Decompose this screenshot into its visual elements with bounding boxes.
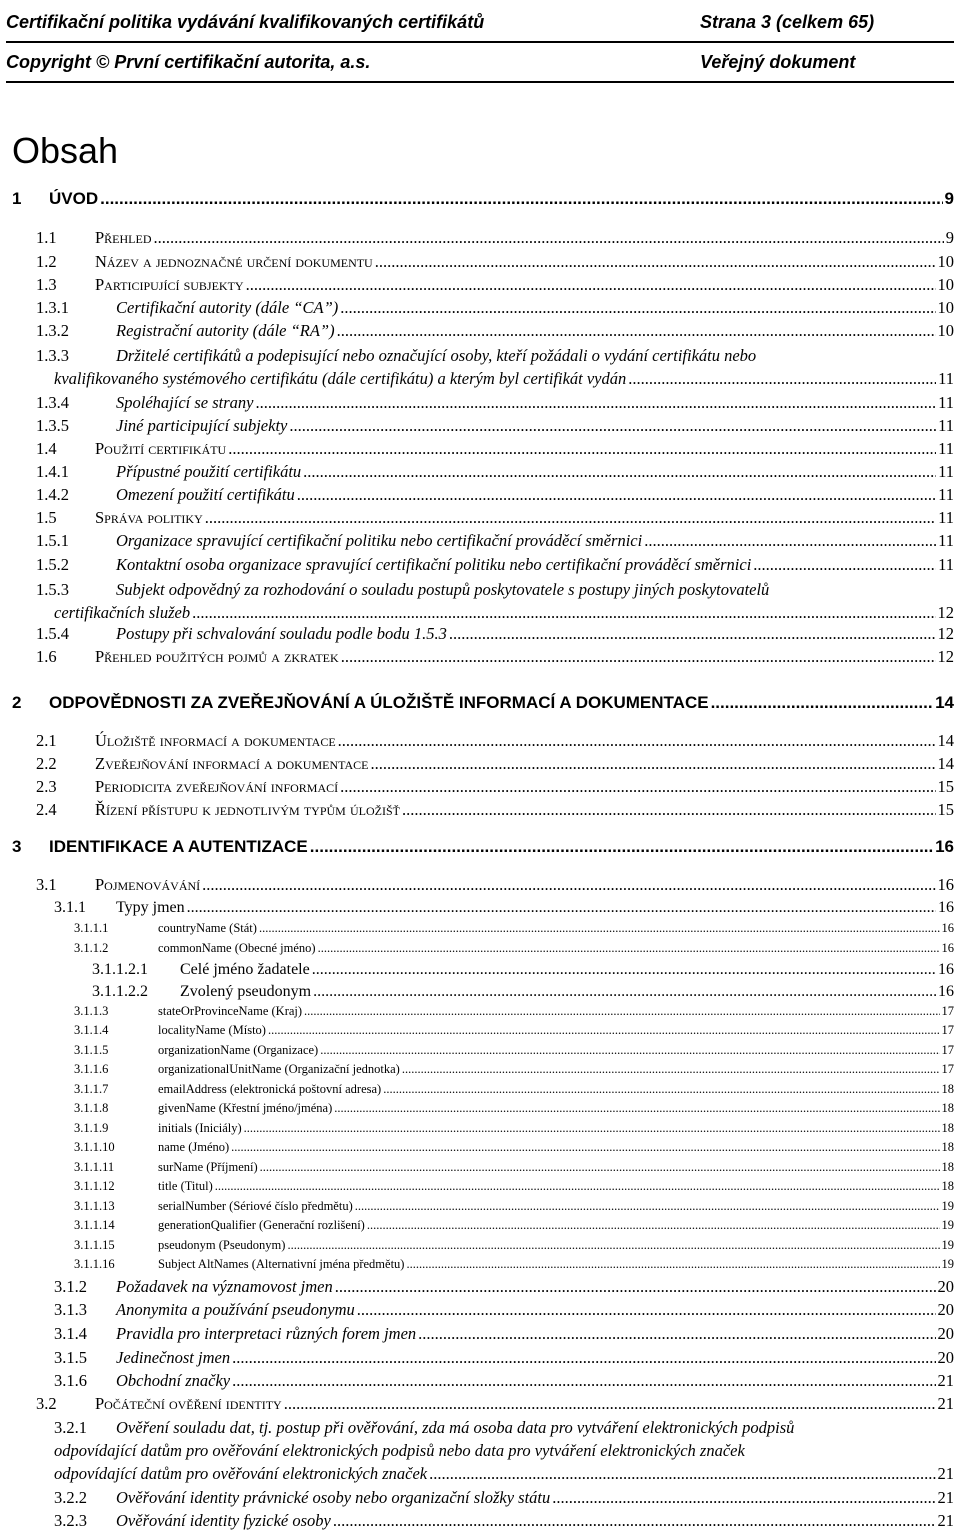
toc-number: 1.5.3 [36,580,69,599]
toc-label: generationQualifier (Generační rozlišení) [158,1218,365,1232]
toc-entry[interactable] [36,531,954,551]
toc-number: 3.1.1.9 [74,1121,109,1135]
dot-leader [333,1511,936,1531]
classification: Veřejný dokument [700,52,856,72]
toc-page: 20 [937,1277,954,1296]
toc-entry[interactable] [54,1324,954,1344]
toc-page: 11 [938,369,954,388]
dot-leader [338,731,936,751]
dot-leader [628,367,936,390]
toc-entry[interactable] [54,1416,954,1485]
toc-label: Periodicita zveřejňování informací [95,777,339,796]
toc-number: 3.2.2 [54,1488,87,1507]
toc-label: Přehled [95,228,152,247]
toc-label: Typy jmen [116,899,185,916]
toc-page: 15 [937,777,954,796]
toc-number: 3.1.1.3 [74,1004,109,1018]
toc-label: name (Jméno) [158,1140,230,1154]
toc-number: 1.6 [36,647,57,666]
toc-page: 10 [937,298,954,317]
toc-page: 16 [938,983,954,1000]
dot-leader [318,941,940,956]
dot-leader [232,1348,935,1368]
toc-label: Zvolený pseudonym [180,983,312,1000]
toc-label: Ověření souladu dat, tj. postup při ověřování, zda má osoba data pro vytváření elektronických podpisů [116,1418,795,1437]
toc-page: 16 [937,875,954,894]
toc-page: 10 [937,321,954,340]
toc-number: 3.1.1.5 [74,1043,109,1057]
toc-entry[interactable] [36,416,954,436]
toc-entry[interactable] [54,1511,954,1531]
toc-page: 18 [941,1082,954,1096]
toc-entry[interactable] [36,321,954,341]
dot-leader [312,961,936,979]
dot-leader [406,1257,939,1272]
toc-entry[interactable] [74,1199,954,1214]
toc-entry[interactable] [92,961,954,979]
toc-number: 3.1.2 [54,1277,87,1296]
toc-page: 16 [938,899,954,916]
toc-entry[interactable] [36,393,954,413]
toc-page: 16 [941,921,954,935]
toc-number: 1.4 [36,439,57,458]
dot-leader [552,1488,935,1508]
toc-label: Držitelé certifikátů a podepisující nebo označující osoby, kteří požádali o vydání certifikátu nebo [116,346,757,365]
toc-entry[interactable] [36,462,954,482]
toc-page: 18 [941,1179,954,1193]
dot-leader [284,1394,936,1414]
toc-number: 3.1.1.1 [74,921,109,935]
header-divider [6,81,954,83]
toc-entry[interactable] [54,1300,954,1320]
toc-page: 14 [935,693,954,712]
toc-page: 21 [937,1394,954,1413]
toc-entry[interactable] [36,731,954,751]
dot-leader [418,1324,935,1344]
toc-page: 18 [941,1140,954,1154]
toc-number: 3.1.1.11 [74,1160,115,1174]
toc-number: 1.4.1 [36,462,69,481]
toc-entry[interactable] [36,228,954,248]
toc-page: 18 [941,1121,954,1135]
dot-leader [313,983,936,1001]
toc-label: certifikačních služeb [54,603,191,622]
toc-label: pseudonym (Pseudonym) [158,1238,286,1252]
toc-page: 19 [941,1218,954,1232]
toc-label: Kontaktní osoba organizace spravující certifikační politiku nebo certifikační prováděcí směrnici [116,555,752,574]
dot-leader [287,1238,939,1253]
dot-leader [228,439,936,459]
toc-page: 9 [945,228,954,247]
toc-page: 17 [941,1043,954,1057]
toc-label: title (Titul) [158,1179,213,1193]
toc-label: Pravidla pro interpretaci různých forem jmen [116,1324,417,1343]
toc-number: 3.1.1.15 [74,1238,115,1252]
dot-leader [255,393,936,413]
toc-entry[interactable] [74,1062,954,1077]
toc-number: 3.2.1 [54,1418,87,1437]
dot-leader [268,1023,940,1038]
dot-leader [355,1199,940,1214]
toc-label: Anonymita a používání pseudonymu [116,1300,355,1319]
dot-leader [371,754,936,774]
toc-page: 16 [935,837,954,856]
toc-entry[interactable] [36,298,954,318]
toc-entry[interactable] [92,983,954,1001]
toc-page: 11 [938,531,954,550]
toc-page: 18 [941,1160,954,1174]
toc-entry[interactable] [36,1394,954,1414]
toc-page: 19 [941,1257,954,1271]
dot-leader [289,416,936,436]
toc-label: kvalifikovaného systémového certifikátu (dále certifikátu) a kterým byl certifikát vydán [54,369,627,388]
toc-number: 1.3.4 [36,393,69,412]
toc-entry[interactable] [74,941,954,956]
toc-number: 1.3 [36,275,57,294]
toc-entry[interactable] [74,1257,954,1272]
toc-label: Participující subjekty [95,275,244,294]
toc-number: 1.3.1 [36,298,69,317]
toc-page: 21 [937,1371,954,1390]
toc-label: Omezení použití certifikátu [116,485,295,504]
toc-page: 14 [937,754,954,773]
toc-entry[interactable] [54,1277,954,1297]
toc-number: 1.3.5 [36,416,69,435]
toc-page: 10 [937,275,954,294]
toc-number: 3.1.1.13 [74,1199,115,1213]
toc-number: 3.1.1.14 [74,1218,115,1232]
toc-page: 17 [941,1023,954,1037]
toc-page: 17 [941,1062,954,1076]
toc-page: 12 [937,647,954,666]
toc-entry[interactable] [36,777,954,797]
dot-leader [297,485,936,505]
toc-entry[interactable] [74,1023,954,1038]
dot-leader [753,555,936,575]
toc-number: 3.1.1.2.1 [92,961,148,978]
dot-leader [335,1277,936,1297]
toc-number: 3.1.1.4 [74,1023,109,1037]
toc-number: 1.5 [36,508,57,527]
toc-label: Správa politiky [95,508,203,527]
toc-page: 11 [938,393,954,412]
toc-label: serialNumber (Sériové číslo předmětu) [158,1199,353,1213]
toc-entry[interactable] [36,485,954,505]
toc-page: 20 [937,1348,954,1367]
dot-leader [259,921,940,936]
toc-label: Přípustné použití certifikátu [116,462,302,481]
dot-leader [304,1004,939,1019]
toc-entry[interactable] [74,1101,954,1116]
toc-number: 2.2 [36,754,57,773]
dot-leader [246,275,936,295]
dot-leader [260,1160,940,1175]
dot-leader [303,462,936,482]
toc-label: Ověřování identity fyzické osoby [116,1511,331,1530]
toc-number: 2 [12,693,22,712]
toc-number: 1 [12,189,22,208]
toc-label: stateOrProvinceName (Kraj) [158,1004,303,1018]
toc-number: 3.1 [36,875,57,894]
toc-page: 15 [937,800,954,819]
toc-entry[interactable] [74,1160,954,1175]
toc-number: 3.1.1.10 [74,1140,115,1154]
toc-number: 2.4 [36,800,57,819]
dot-leader [231,1140,939,1155]
dot-leader [402,1062,940,1077]
toc-label: emailAddress (elektronická poštovní adresa) [158,1082,382,1096]
toc-page: 17 [941,1004,954,1018]
toc-page: 20 [937,1324,954,1343]
toc-number: 3.1.1 [54,899,86,916]
toc-number: 1.2 [36,252,57,271]
toc-number: 3.1.1.2.2 [92,983,148,1000]
toc-page: 11 [938,508,954,527]
dot-leader [310,837,933,857]
toc-label: Požadavek na významovost jmen [116,1277,333,1296]
toc-page: 10 [937,252,954,271]
dot-leader [357,1300,936,1320]
dot-leader [334,1101,939,1116]
dot-leader [375,252,936,272]
toc-number: 3.2.3 [54,1511,87,1530]
toc-label: Přehled použitých pojmů a zkratek [95,647,339,666]
toc-entry[interactable] [36,624,954,644]
dot-leader [367,1218,940,1233]
toc-label: countryName (Stát) [158,921,257,935]
dot-leader [205,508,936,528]
toc-label: Subjekt odpovědný za rozhodování o souladu postupů poskytovatele s postupy jiných poskytovatelů [116,580,770,599]
toc-label: Celé jméno žadatele [180,961,310,978]
dot-leader [187,899,936,917]
toc-entry[interactable] [74,1082,954,1097]
page-info: Strana 3 (celkem 65) [700,12,875,32]
toc-label: organizationName (Organizace) [158,1043,319,1057]
copyright-notice: Copyright © První certifikační autorita, a.s. [6,52,371,72]
toc-page: 21 [937,1464,954,1483]
document-title: Certifikační politika vydávání kvalifikovaných certifikátů [6,12,485,32]
toc-label: Certifikační autority (dále “CA”) [116,298,339,317]
toc-label: Počáteční ověření identity [95,1394,282,1413]
toc-entry[interactable] [36,800,954,820]
toc-label: surName (Příjmení) [158,1160,258,1174]
toc-number: 1.3.2 [36,321,69,340]
toc-entry[interactable] [74,921,954,936]
toc-number: 1.5.2 [36,555,69,574]
toc-number: 3 [12,837,22,856]
toc-number: 3.1.1.7 [74,1082,109,1096]
toc-entry[interactable] [54,1488,954,1508]
toc-entry[interactable] [74,1140,954,1155]
toc-page: 14 [937,731,954,750]
toc-entry[interactable] [74,1043,954,1058]
toc-label: Pojmenovávání [95,875,201,894]
toc-entry[interactable] [36,555,954,575]
toc-number: 3.1.6 [54,1371,87,1390]
toc-entry[interactable] [54,1348,954,1368]
toc-number: 3.1.1.8 [74,1101,109,1115]
toc-number: 2.3 [36,777,57,796]
dot-leader [402,800,936,820]
toc-entry[interactable] [36,508,954,528]
dot-leader [192,601,935,624]
toc-page: 11 [938,485,954,504]
toc-entry[interactable] [12,693,954,713]
toc-number: 3.1.1.6 [74,1062,109,1076]
toc-entry[interactable] [36,754,954,774]
toc-number: 3.1.5 [54,1348,87,1367]
toc-label: Řízení přístupu k jednotlivým typům úložišť [95,800,400,819]
toc-label: Název a jednoznačné určení dokumentu [95,252,373,271]
toc-label: Zveřejňování informací a dokumentace [95,754,369,773]
toc-label: Úložiště informací a dokumentace [95,731,336,750]
toc-page: 11 [938,439,954,458]
dot-leader [711,693,934,713]
dot-leader [340,777,935,797]
toc-number: 3.1.3 [54,1300,87,1319]
dot-leader [244,1121,940,1136]
toc-page: 19 [941,1199,954,1213]
toc-label: ÚVOD [49,189,99,208]
toc-number: 1.4.2 [36,485,69,504]
toc-number: 3.1.1.12 [74,1179,115,1193]
toc-entry[interactable] [54,1371,954,1391]
toc-label: organizationalUnitName (Organizační jednotka) [158,1062,400,1076]
toc-page: 11 [938,416,954,435]
toc-label: Spoléhající se strany [116,393,254,412]
page-header [6,0,954,84]
toc-entry[interactable] [36,647,954,667]
toc-label: ODPOVĚDNOSTI ZA ZVEŘEJŇOVÁNÍ A ÚLOŽIŠTĚ INFORMACÍ A DOKUMENTACE [49,693,709,712]
toc-page: 11 [938,555,954,574]
toc-number: 2.1 [36,731,57,750]
dot-leader [232,1371,935,1391]
toc-entry[interactable] [74,1121,954,1136]
toc-number: 1.1 [36,228,57,247]
dot-leader [202,875,935,895]
header-divider [6,41,954,43]
toc-entry[interactable] [74,1218,954,1233]
toc-page: 11 [938,462,954,481]
toc-label: Ověřování identity právnické osoby nebo organizační složky státu [116,1488,551,1507]
toc-label: Jedinečnost jmen [116,1348,231,1367]
toc-label: Použití certifikátu [95,439,227,458]
dot-leader [341,647,936,667]
toc-page: 16 [941,941,954,955]
toc-page: 9 [944,189,954,208]
toc-number: 1.3.3 [36,346,69,365]
toc-label: odpovídající datům pro ověřování elektronických podpisů nebo data pro vytváření elektronických značek [54,1441,745,1460]
toc-page: 21 [937,1511,954,1530]
toc-label: commonName (Obecné jméno) [158,941,316,955]
dot-leader [429,1462,935,1485]
toc-page: 12 [937,603,954,622]
toc-entry[interactable] [74,1179,954,1194]
dot-leader [215,1179,940,1194]
toc-label: odpovídající datům pro ověřování elektronických značek [54,1464,428,1483]
toc-label: Subject AltNames (Alternativní jména předmětu) [158,1257,405,1271]
dot-leader [340,298,935,318]
toc-entry[interactable] [36,578,954,624]
toc-label: Obchodní značky [116,1371,231,1390]
toc-page: 18 [941,1101,954,1115]
toc-page: 16 [938,961,954,978]
dot-leader [320,1043,939,1058]
toc-entry[interactable] [36,275,954,295]
toc-entry[interactable] [74,1238,954,1253]
toc-number: 1.5.4 [36,624,69,643]
toc-number: 3.2 [36,1394,57,1413]
toc-label: IDENTIFIKACE A AUTENTIZACE [49,837,308,856]
dot-leader [100,189,942,209]
dot-leader [337,321,936,341]
toc-title: Obsah [12,130,119,171]
dot-leader [644,531,936,551]
toc-label: localityName (Místo) [158,1023,266,1037]
toc-entry[interactable] [74,1004,954,1019]
toc-entry[interactable] [12,189,954,209]
toc-entry[interactable] [12,837,954,857]
toc-page: 21 [937,1488,954,1507]
dot-leader [383,1082,939,1097]
toc-entry[interactable] [36,875,954,895]
toc-entry[interactable] [54,899,954,917]
toc-number: 3.1.1.16 [74,1257,115,1271]
dot-leader [154,228,944,248]
dot-leader [449,624,936,644]
toc-entry[interactable] [36,439,954,459]
toc-label: initials (Iniciály) [158,1121,242,1135]
toc-label: Organizace spravující certifikační politiku nebo certifikační prováděcí směrnici [116,531,643,550]
toc-number: 3.1.1.2 [74,941,109,955]
toc-label: Jiné participující subjekty [116,416,288,435]
toc-page: 12 [937,624,954,643]
toc-page: 20 [937,1300,954,1319]
toc-label: givenName (Křestní jméno/jména) [158,1101,333,1115]
toc-label: Postupy při schvalování souladu podle bodu 1.5.3 [116,624,447,643]
toc-entry[interactable] [36,344,954,390]
toc-label: Registrační autority (dále “RA”) [116,321,335,340]
toc-entry[interactable] [36,252,954,272]
toc-page: 19 [941,1238,954,1252]
toc-number: 1.5.1 [36,531,69,550]
toc-number: 3.1.4 [54,1324,87,1343]
